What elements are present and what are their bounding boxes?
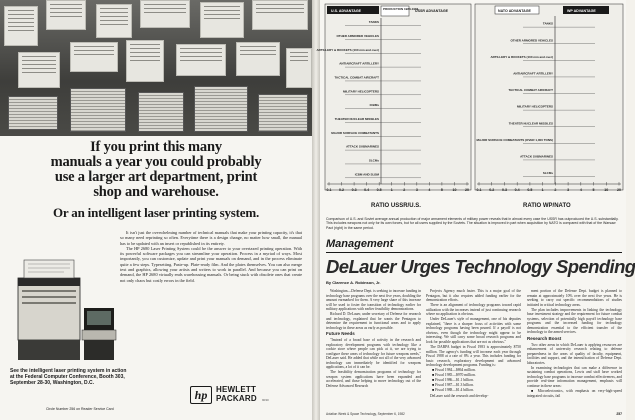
ad-paragraph: The HP 2680 Laser Printing System could be the answer to your overtaxed printing operation. With its powerful software packages you can streamline your operation. Process in a myriad of ways. Most importantly, you can customize, update and print your manuals on demand, and in the process eliminate quite a few steps. Typesetting. Paste-up. Plate-ready film. And the plates themselves. You can also merge text and graphics, allowing your artists and writers to work in parallel. And because you can print on demand, the HP 2680 virtually ends warehousing manuals. Or being stuck with obsolete ones that create not only chaos but costly errors in the field. xyxy=(120,245,302,283)
x-axis-label-wp-nato: RATIO WP/NATO xyxy=(523,203,571,209)
funding-bullet: ■ Fiscal 1988—$1.4 billion. xyxy=(432,388,474,393)
page-gutter xyxy=(312,0,320,420)
funding-bullet: ■ Fiscal 1986—$1.1 billion. xyxy=(432,378,474,383)
x-tick-label: 0.4 xyxy=(364,188,370,192)
funding-bullet: ■ Fiscal 1984—$864 million. xyxy=(432,368,476,373)
hp-logo-mark: hp xyxy=(190,386,212,404)
ad-headline-line: use a larger art department, print xyxy=(54,169,258,185)
ad-tagline: See the intelligent laser printing system in action at the Federal Computer Conference, Booth 303, September 28-30, Washington, D.C. xyxy=(10,368,127,386)
hp-logo-wordmark xyxy=(216,385,257,403)
legend-ussr-advantage: USSR ADVANTAGE xyxy=(415,9,449,13)
ad-headline-line: shop and warehouse. xyxy=(93,184,219,200)
production-ratio-charts xyxy=(316,2,625,216)
article-paragraph: DeLauer said the research and develop- xyxy=(430,393,489,398)
legend-nato-advantage: NATO ADVANTAGE xyxy=(498,9,531,13)
chart-category-label: ARTILLERY & ROCKETS (100 mm and over) xyxy=(490,54,553,59)
article-paragraph: Washington—Defense Dept. is seeking to increase funding in technology base programs over the next five years, doubling the amount earmarked for them. A very large share of this increase will be used to foster the transition of technology earlier for military applications with earlier feasibility demonstrations. xyxy=(326,289,421,312)
article-byline: By Clarence A. Robinson, Jr. xyxy=(326,280,381,285)
hp-logo-line: HEWLETT xyxy=(216,385,257,394)
page-number: 257 xyxy=(616,412,622,416)
chart-category-label: SLCMs xyxy=(368,158,379,163)
article-paragraph: "Instead of a broad base of activity in the research and exploratory development programs with technology like a cookie store where people can pick at it, we are trying to configure these areas of technology for future weapons needs," DeLauer said. He added that while not all of the very advanced technology can immediately be identified for weapons applications, a lot of it can be. xyxy=(326,337,421,370)
article-paragraph: ment portion of the Defense Dept. budget is planned to remain at approximately 10% over the next five years. He is seeking to carry out specific recommendations of studies initiated in critical technology areas. xyxy=(527,289,622,307)
chart-category-label: ARTILLERY & ROCKETS (100 mm and over) xyxy=(316,47,379,52)
article-column-3 xyxy=(527,289,622,399)
x-tick-label: 0.2 xyxy=(339,188,345,192)
chart-category-label: OTHER ARMORED VEHICLES xyxy=(510,38,553,43)
article-page xyxy=(316,0,635,420)
chart-category-label: ICBM AND SLBM xyxy=(354,172,379,177)
chart-ussr-us xyxy=(316,4,471,209)
chart-category-label: MAJOR SURFACE COMBATANTS (OVER 1,000 TONS) xyxy=(476,137,553,142)
article-column-2 xyxy=(426,289,521,399)
ad-body-copy xyxy=(120,230,302,283)
funding-bullet: ■ Fiscal 1985—$970 million. xyxy=(432,373,476,378)
article-paragraph: Richard D. DeLauer, under secretary of Defense for research and technology, explained that he wants the Pentagon to determine the requirement in functional areas and to apply technology in these areas as early as possible. xyxy=(326,312,421,330)
chart-category-label: THEATER NUCLEAR MISSILES xyxy=(508,121,553,126)
ad-code: 9030 xyxy=(262,398,269,402)
x-tick-label: 4 xyxy=(428,188,431,192)
x-tick-label: 2 xyxy=(554,188,557,192)
chart-category-label: OTHER ARMORED VEHICLES xyxy=(336,34,379,39)
chart-category-label: TANKS xyxy=(542,21,553,26)
legend-wp-advantage: WP ADVANTAGE xyxy=(567,9,596,13)
chart-category-label: ICBMs xyxy=(369,103,379,108)
x-axis-label-ussr-us: RATIO USSR/U.S. xyxy=(371,203,421,209)
chart-wp-nato xyxy=(475,4,623,209)
x-tick-label: 20 xyxy=(465,188,469,192)
chart-category-label: ANTIAIRCRAFT ARTILLERY xyxy=(513,71,553,76)
section-label: Management xyxy=(326,238,394,250)
hp-advertisement xyxy=(0,0,312,420)
ad-photo-manuals xyxy=(0,0,312,136)
laser-printer-illustration xyxy=(14,256,118,368)
chart-category-label: TANKS xyxy=(368,20,379,25)
x-tick-label: 1 xyxy=(390,188,393,192)
x-tick-label: 0.5 xyxy=(527,188,533,192)
article-paragraph: ■ Microelectronics, with emphasis on very-high-speed integrated circuits, fail xyxy=(527,388,622,398)
article-subhead: Future Needs xyxy=(326,331,355,337)
chart-category-label: THEATER NUCLEAR MISSILES xyxy=(334,117,379,122)
x-tick-label: 0.5 xyxy=(376,188,382,192)
chart-caption: Comparison of U.S. and Soviet average annual production of major armament elements of military power reveals that in almost every case the USSR has outproduced the U.S. substantially. This includes weapons not only for its own forces, but for all users supplied by the Soviets. The situation is improved in part when acquisition by NATO is compared with that of the Warsaw Pact (right) in the same period. xyxy=(326,217,619,230)
x-tick-label: 2 xyxy=(403,188,406,192)
x-tick-label: 4 xyxy=(579,188,582,192)
article-paragraph: Under DeLauer's style of management, one of his deputies explained, "there is a sharper focus of activities with some technology programs having been pruned. If a payoff is not obvious, even though the technology might appear to be interesting. We still carry some broad research programs and look for possible applications that are not as obvious." xyxy=(426,317,521,345)
x-tick-label: 0.1 xyxy=(476,188,482,192)
x-tick-label: 3 xyxy=(415,188,418,192)
x-tick-label: 0.3 xyxy=(501,188,507,192)
x-tick-label: 3 xyxy=(567,188,570,192)
article-paragraph: Projects Agency much faster. This is a major goal of the Pentagon, but it also requires added funding earlier for the demonstration efforts. xyxy=(426,289,521,303)
ad-headline xyxy=(0,140,312,200)
chart-category-label: MILITARY HELICOPTERS xyxy=(343,89,379,94)
hewlett-packard-logo xyxy=(190,384,258,406)
article-column-1 xyxy=(326,289,421,389)
ad-headline-line: manuals a year you could probably xyxy=(50,154,262,170)
x-tick-label: 0.3 xyxy=(351,188,357,192)
chart-category-label: ATTACK SUBMARINES xyxy=(520,154,553,159)
article-paragraph: Two other areas in which DeLauer is applying resources are enhancement of university research relating to defense preparedness in the areas of quality of faculty, equipment, facilities and support, and the intensification of Defense Dept. laboratories. xyxy=(527,342,622,365)
x-tick-label: 0.2 xyxy=(489,188,495,192)
article-headline: DeLauer Urges Technology Spending xyxy=(326,256,635,277)
x-tick-label: 5 xyxy=(440,188,443,192)
article-paragraph: There is an alignment of technology programs toward rapid utilization with the increases instead of just continuing research where no application is obvious. xyxy=(426,303,521,317)
hp-logo-line: PACKARD xyxy=(216,394,257,403)
x-tick-label: 1 xyxy=(541,188,544,192)
article-paragraph: In examining technologies that can make a difference in sustaining combat operations, Lewis and staff have worked technology base programs to increase combat effectiveness, and provide real-time information management, emphasis will continue in these areas: xyxy=(527,365,622,388)
x-tick-label: 10 xyxy=(604,188,609,192)
ad-paragraph: It isn't just the overwhelming number of technical manuals that make your printing capacity, it's that so many need reprinting so often. Everytime there is a design change, no matter how small, the manual has to be updated with an insert or republished in its entirety. xyxy=(120,230,302,246)
ad-headline-line: If you print this many xyxy=(90,139,222,155)
chart-category-label: ANTIAIRCRAFT ARTILLERY xyxy=(339,61,379,66)
page-folio: Aviation Week & Space Technology, September 6, 1982 xyxy=(326,412,405,416)
funding-bullet: ■ Fiscal 1987—$1.3 billion. xyxy=(432,383,474,388)
chart-category-label: TACTICAL COMBAT AIRCRAFT xyxy=(334,75,379,80)
section-rule xyxy=(326,252,622,253)
legend-us-advantage: U.S. ADVANTAGE xyxy=(331,9,362,13)
article-paragraph: The plan includes improvements in linking the technology base investment strategy and the requirement for future combat systems, selection of potentially high payoff technology base programs and the increased funding for technology demonstration essential to the efficient transfer of the technology to the armed services. xyxy=(527,307,622,335)
chart-category-label: MAJOR SURFACE COMBATANTS xyxy=(331,130,379,135)
ad-subhead: Or an intelligent laser printing system. xyxy=(52,205,260,220)
chart-category-label: TACTICAL COMBAT AIRCRAFT xyxy=(508,88,553,93)
chart-category-label: MILITARY HELICOPTERS xyxy=(517,104,553,109)
article-paragraph: The DARPA budget in Fiscal 1983 is approximately $750 million. The agency's funding will increase each year through Fiscal 1988 at a rate of 8% a year. This includes funding for basic research, exploratory development and advanced technology development programs. Funding is: xyxy=(426,345,521,368)
article-paragraph: The feasibility demonstration programs of technology for weapon system applications have been expanded and accelerated, and those helping to move technology out of the Defense Advanced Research xyxy=(326,370,421,388)
x-tick-label: 10 xyxy=(452,188,457,192)
legend-production: PRODUCTION 1983-1984 xyxy=(383,7,419,11)
x-tick-label: 0.4 xyxy=(514,188,520,192)
chart-category-label: SLCMs xyxy=(542,171,553,176)
x-tick-label: 20 xyxy=(617,188,621,192)
reader-service-text: Circle Number 256 on Reader Service Card xyxy=(46,407,114,411)
x-tick-label: 0.1 xyxy=(326,188,332,192)
x-tick-label: 5 xyxy=(592,188,595,192)
article-subhead: Research Boost xyxy=(527,335,562,341)
chart-category-label: ATTACK SUBMARINES xyxy=(346,144,379,149)
